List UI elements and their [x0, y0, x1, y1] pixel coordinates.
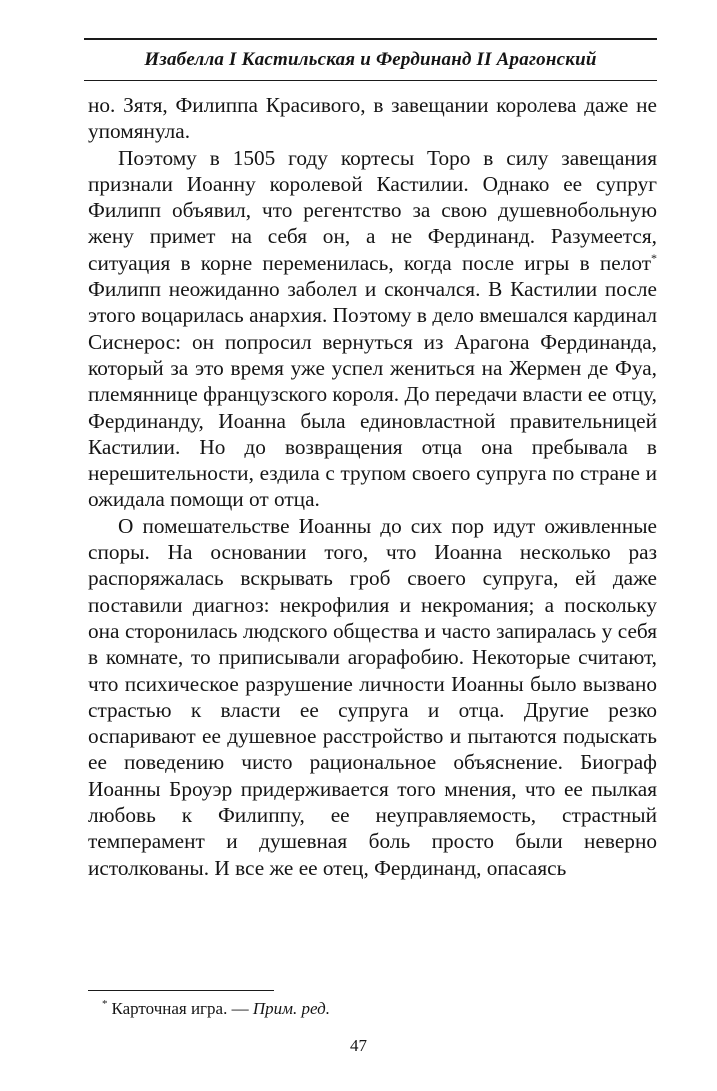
footnote-divider [88, 990, 274, 991]
paragraph-continuation: но. Зятя, Филиппа Красивого, в завещании королева даже не упомянула. [88, 93, 657, 144]
running-header [84, 38, 657, 81]
paragraph-madness: О помешательстве Иоанны до сих пор идут оживленные споры. На основании того, что Иоанна несколько раз распоряжалась вскрывать гроб своего супруга, ей даже поставили диагноз: некрофилия и некромания; а поскольку она сторонилась людского общества и часто запиралась у себя в комнате, то приписывали агорафобию. Некоторые считают, что психическое разрушение личности Иоанны было вызвано страстью к власти ее супруга и отца. Другие резко оспаривают ее душевное расстройство и пытаются подыскать ее поведению чисто рациональное объяснение. Биограф Иоанны Броуэр придерживается того мнения, что ее пылкая любовь к Филиппу, ее неуправляемость, страстный темперамент и душевная боль просто были неверно истолкованы. И все же ее отец, Фердинанд, опасаясь [88, 513, 657, 880]
body-text [88, 92, 657, 881]
footnote-mark: * [102, 998, 108, 1011]
paragraph-cortes [88, 145, 657, 513]
paragraph-cortes-part2: Филипп неожиданно заболел и скончался. В Кастилии после этого воцарилась анархия. Поэтому в дело вмешался кардинал Сиснерос: он попросил вернуться из Арагона Фердинанда, который за это время уже успел жениться на Жермен де Фуа, племяннице французского короля. До передачи власти ее отцу, Фердинанду, Иоанна была единовластной правительницей Кастилии. Но до возвращения отца она пребывала в нерешительности, ездила с трупом своего супруга по стране и ожидала помощи от отца. [88, 277, 657, 512]
footnote-text: Карточная игра. — [111, 999, 253, 1018]
footnote-editor-note: Прим. ред. [252, 999, 330, 1018]
running-header-title: Изабелла I Кастильская и Фердинанд II Арагонский [144, 49, 597, 70]
page-number: 47 [350, 1036, 367, 1055]
footnote [102, 998, 330, 1020]
footnote-reference-mark: * [651, 250, 657, 265]
paragraph-cortes-part1: Поэтому в 1505 году кортесы Торо в силу завещания признали Иоанну королевой Кастилии. Однако ее супруг Филипп объявил, что регентство за свою душевнобольную жену примет на себя он, а не Фердинанд. Разумеется, ситуация в корне переменилась, когда после игры в пелот [88, 145, 657, 275]
